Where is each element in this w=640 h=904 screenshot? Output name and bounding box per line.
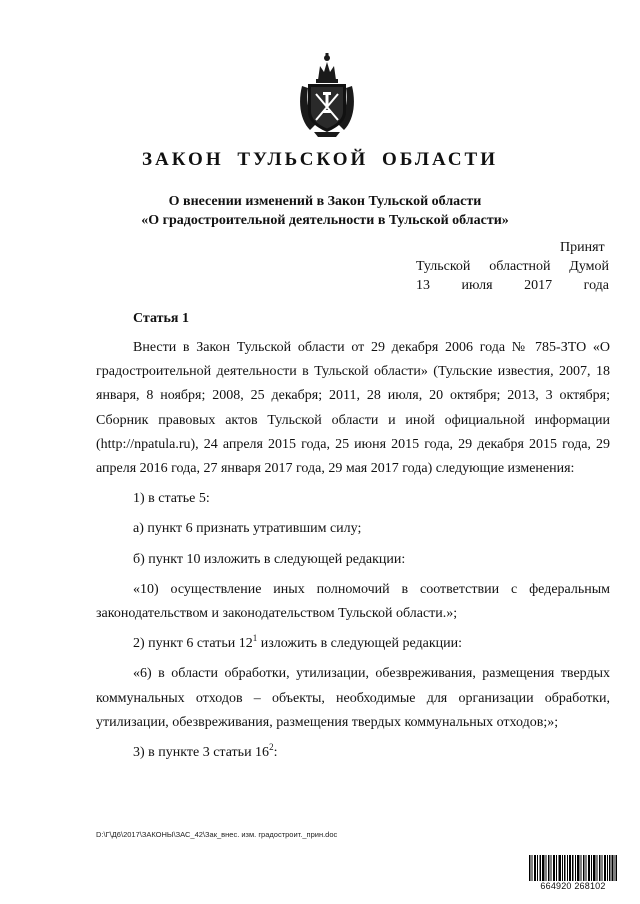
adopted-date-month: июля xyxy=(461,278,493,293)
list-item xyxy=(96,741,610,765)
adopted-date-year: 2017 xyxy=(524,278,553,293)
file-path-footer: D:\Г\Д6\2017\ЗАКОНЫ\ЗАС_42\Зак_внес. изм. градостроит._прин.doc xyxy=(96,830,338,839)
adopted-date-word: года xyxy=(583,278,609,293)
article-intro: Внести в Закон Тульской области от 29 декабря 2006 года № 785-ЗТО «О градостроительной деятельности в Тульской области» (Тульские известия, 2007, 18 января, 8 ноября; 2008, 25 декабря; 2011, 28 июля, 20 октября; 2013, 3 октября; Сборник правовых актов Тульской области и иной официальной информации (http://npatula.ru), 24 апреля 2015 года, 25 июня 2015 года, 29 декабря 2015 года, 29 апреля 2016 года, 27 января 2017 года, 29 мая 2017 года) следующие изменения: xyxy=(96,340,610,477)
item-text: 2) пункт 6 статьи 12 xyxy=(133,636,253,652)
item-text: : xyxy=(273,745,278,761)
adopted-date-day: 13 xyxy=(416,278,430,293)
article-body xyxy=(96,336,610,765)
list-item xyxy=(96,632,610,656)
subtitle-line-2: «О градостроительной деятельности в Тульской области» xyxy=(141,213,509,228)
barcode-icon xyxy=(529,855,617,881)
item-text: 3) в пункте 3 статьи 16 xyxy=(133,745,270,761)
item-text: изложить в следующей редакции: xyxy=(257,636,463,652)
adopted-label: Принят xyxy=(560,240,605,255)
adopted-by-word: Думой xyxy=(569,259,609,274)
list-item: б) пункт 10 изложить в следующей редакции: xyxy=(133,551,406,567)
list-item: а) пункт 6 признать утратившим силу; xyxy=(133,521,362,537)
adopted-by-word: Тульской xyxy=(416,259,471,274)
adopted-by-word: областной xyxy=(489,259,551,274)
adopted-date xyxy=(416,276,609,295)
quoted-text: «6) в области обработки, утилизации, обезвреживания, размещения твердых коммунальных отходов – объекты, необходимые для организации обработки, утилизации, обезвреживания, размещения твердых коммунальных отходов;»; xyxy=(96,666,610,730)
superscript: 1 xyxy=(252,633,258,644)
barcode-number: 664920 268102 xyxy=(540,881,606,891)
coat-of-arms-icon xyxy=(296,50,358,138)
law-title: ЗАКОН ТУЛЬСКОЙ ОБЛАСТИ xyxy=(141,149,499,170)
law-subtitle xyxy=(100,192,550,230)
subtitle-line-1: О внесении изменений в Закон Тульской области xyxy=(168,194,482,209)
quoted-text: «10) осуществление иных полномочий в соответствии с федеральным законодательством и законодательством Тульской области.»; xyxy=(96,581,610,622)
adopted-by xyxy=(416,257,609,276)
superscript: 2 xyxy=(269,742,274,753)
article-heading: Статья 1 xyxy=(133,311,189,326)
list-item: 1) в статье 5: xyxy=(133,491,210,507)
